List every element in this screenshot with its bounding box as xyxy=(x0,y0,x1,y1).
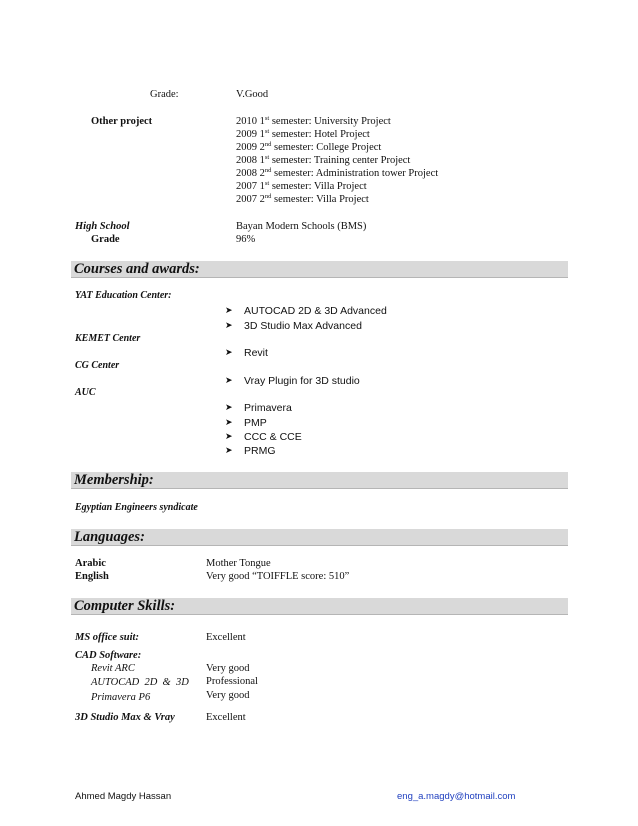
arrow-bullet-icon: ➤ xyxy=(225,375,233,385)
membership-title: Membership: xyxy=(74,472,154,488)
arrow-bullet-icon: ➤ xyxy=(225,445,233,455)
language-level: Mother Tongue xyxy=(206,558,271,569)
project-item: 2010 1st semester: University Project xyxy=(236,115,391,127)
studio-value: Excellent xyxy=(206,712,246,723)
footer-email-link[interactable]: eng_a.magdy@hotmail.com xyxy=(397,791,516,802)
center-cg: CG Center xyxy=(75,360,120,371)
center-auc: AUC xyxy=(75,387,96,398)
courses-title: Courses and awards: xyxy=(74,261,200,277)
arrow-bullet-icon: ➤ xyxy=(225,431,233,441)
project-item: 2007 2nd semester: Villa Project xyxy=(236,193,369,205)
other-project-label: Other project xyxy=(91,116,153,127)
project-item: 2009 1st semester: Hotel Project xyxy=(236,128,370,140)
cad-software-level: Professional xyxy=(206,676,258,687)
computer-skills-title: Computer Skills: xyxy=(74,598,176,614)
arrow-bullet-icon: ➤ xyxy=(225,417,233,427)
courses-section-header xyxy=(71,261,568,278)
center-kemet: KEMET Center xyxy=(75,333,141,344)
high-school-label: High School xyxy=(75,221,130,232)
membership-section-header xyxy=(71,472,568,489)
arrow-bullet-icon: ➤ xyxy=(225,320,233,330)
arrow-bullet-icon: ➤ xyxy=(225,347,233,357)
language-level: Very good “TOIFFLE score: 510” xyxy=(206,571,350,582)
ms-office-value: Excellent xyxy=(206,632,246,643)
cad-software-name: Revit ARC xyxy=(91,663,135,674)
language-name: English xyxy=(75,571,109,582)
arrow-bullet-icon: ➤ xyxy=(225,402,233,412)
project-item: 2008 1st semester: Training center Project xyxy=(236,154,411,166)
hs-grade-value: 96% xyxy=(236,234,256,245)
grade-label: Grade: xyxy=(150,89,179,100)
cad-software-level: Very good xyxy=(206,690,250,701)
languages-section-header xyxy=(71,529,568,546)
cad-software-name: Primavera P6 xyxy=(91,692,151,703)
project-item: 2008 2nd semester: Administration tower Project xyxy=(236,167,439,179)
ms-office-label: MS office suit: xyxy=(75,632,139,643)
computer-skills-section-header xyxy=(71,598,568,615)
membership-value: Egyptian Engineers syndicate xyxy=(75,502,198,513)
cad-label: CAD Software: xyxy=(75,650,142,661)
footer-name: Ahmed Magdy Hassan xyxy=(75,791,172,802)
hs-grade-label: Grade xyxy=(91,234,120,245)
studio-label: 3D Studio Max & Vray xyxy=(75,712,175,723)
cad-software-name: AUTOCAD 2D & 3D xyxy=(91,677,189,688)
high-school-value: Bayan Modern Schools (BMS) xyxy=(236,221,367,232)
project-item: 2009 2nd semester: College Project xyxy=(236,141,382,153)
project-item: 2007 1st semester: Villa Project xyxy=(236,180,367,192)
language-name: Arabic xyxy=(75,558,106,569)
grade-value: V.Good xyxy=(236,89,269,100)
cad-software-level: Very good xyxy=(206,663,250,674)
languages-title: Languages: xyxy=(74,529,145,545)
arrow-bullet-icon: ➤ xyxy=(225,305,233,315)
center-yat: YAT Education Center: xyxy=(75,290,172,301)
